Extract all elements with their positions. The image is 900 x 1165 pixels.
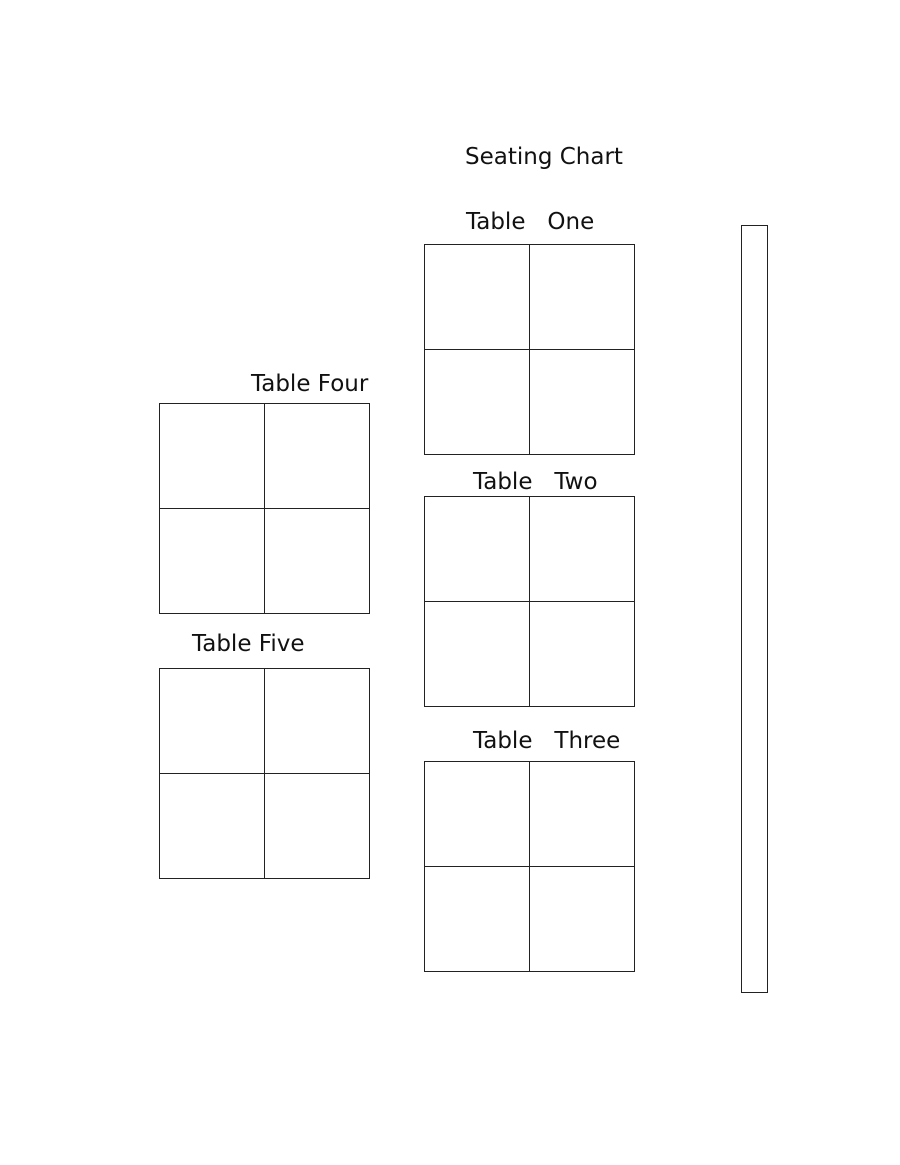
table-five-seat-3 xyxy=(160,774,265,879)
table-one-seat-1 xyxy=(425,245,530,350)
table-one-label: Table One xyxy=(466,209,595,235)
table-three xyxy=(424,761,635,972)
table-five-label: Table Five xyxy=(192,631,305,657)
table-two-seat-2 xyxy=(530,497,635,602)
table-three-seat-1 xyxy=(425,762,530,867)
table-one-seat-2 xyxy=(530,245,635,350)
table-four-seat-4 xyxy=(265,509,370,614)
table-five-seat-2 xyxy=(265,669,370,774)
table-four xyxy=(159,403,370,614)
page-title: Seating Chart xyxy=(465,144,623,170)
table-two-seat-4 xyxy=(530,602,635,707)
table-two xyxy=(424,496,635,707)
table-four-seat-2 xyxy=(265,404,370,509)
table-four-seat-3 xyxy=(160,509,265,614)
table-two-seat-1 xyxy=(425,497,530,602)
table-one xyxy=(424,244,635,455)
table-two-label: Table Two xyxy=(473,469,598,495)
table-three-label: Table Three xyxy=(473,728,621,754)
table-three-seat-3 xyxy=(425,867,530,972)
table-four-label: Table Four xyxy=(251,371,369,397)
table-one-seat-4 xyxy=(530,350,635,455)
table-three-seat-2 xyxy=(530,762,635,867)
table-three-seat-4 xyxy=(530,867,635,972)
table-four-seat-1 xyxy=(160,404,265,509)
head-table xyxy=(741,225,768,993)
table-five-seat-1 xyxy=(160,669,265,774)
table-one-seat-3 xyxy=(425,350,530,455)
table-two-seat-3 xyxy=(425,602,530,707)
table-five-seat-4 xyxy=(265,774,370,879)
table-five xyxy=(159,668,370,879)
